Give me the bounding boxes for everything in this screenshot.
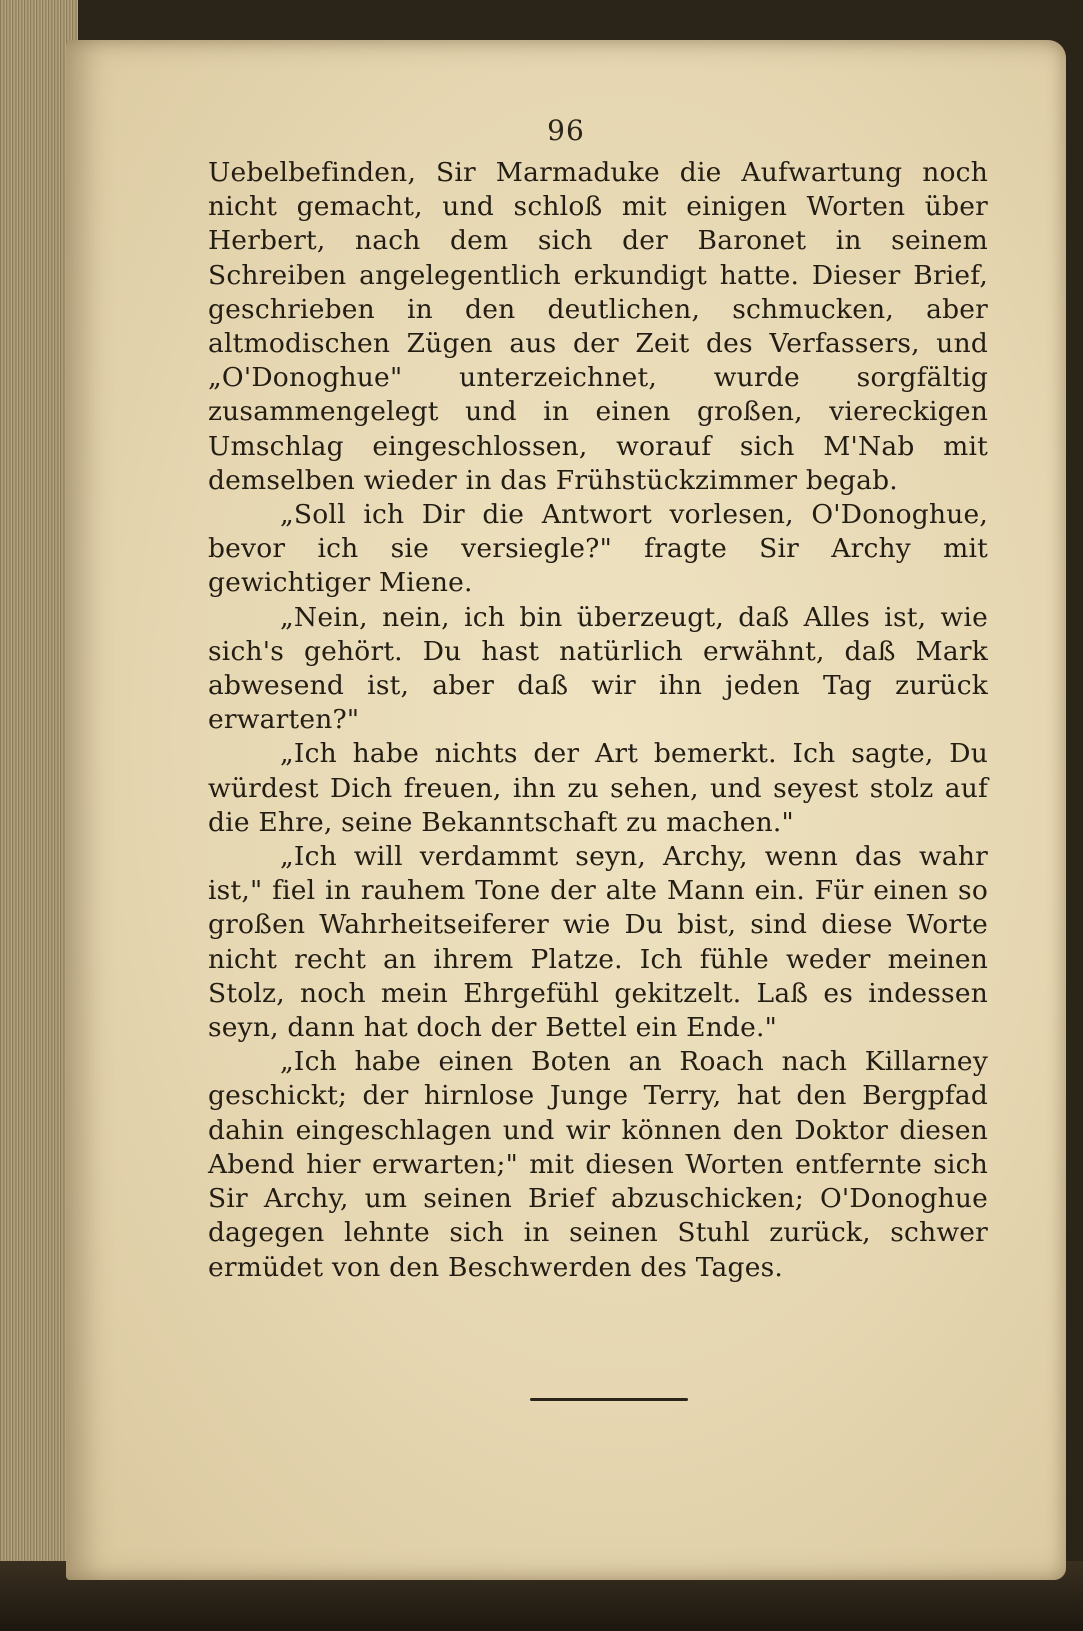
paragraph: „Ich habe nichts der Art bemerkt. Ich sagte, Du würdest Dich freuen, ihn zu sehen, und seyest stolz auf die Ehre, seine Bekanntschaft zu machen." xyxy=(208,738,988,838)
paragraph: „Nein, nein, ich bin überzeugt, daß Alles ist, wie sich's gehört. Du hast natürlich erwähnt, daß Mark abwesend ist, aber daß wir ihn jeden Tag zurück erwarten?" xyxy=(208,601,988,736)
paragraph: „Ich habe einen Boten an Roach nach Killarney geschickt; der hirnlose Junge Terry, hat den Bergpfad dahin eingeschlagen und wir können den Doktor diesen Abend hier erwarten;" mit diesen Worten entfernte sich Sir Archy, um seinen Brief abzuschicken; O'Donoghue dagegen lehnte sich in seinen Stuhl zurück, schwer ermüdet von den Beschwerden des Tages. xyxy=(208,1046,988,1283)
page-number: 96 xyxy=(547,114,585,147)
section-end-rule xyxy=(530,1398,688,1401)
paragraph: „Ich will verdammt seyn, Archy, wenn das wahr ist," fiel in rauhem Tone der alte Mann ein. Für einen so großen Wahrheitseiferer wie Du bist, sind diese Worte nicht recht an ihrem Platze. Ich fühle weder meinen Stolz, noch mein Ehrgefühl gekitzelt. Laß es indessen seyn, dann hat doch der Bettel ein Ende." xyxy=(208,841,988,1044)
book-page xyxy=(66,40,1066,1580)
paragraph: „Soll ich Dir die Antwort vorlesen, O'Donoghue, bevor ich sie versiegle?" fragte Sir Archy mit gewichtiger Miene. xyxy=(208,499,988,599)
paragraph: Uebelbefinden, Sir Marmaduke die Aufwartung noch nicht gemacht, und schloß mit einigen Worten über Herbert, nach dem sich der Baronet in seinem Schreiben angelegentlich erkundigt hatte. Dieser Brief, geschrieben in den deutlichen, schmucken, aber altmodischen Zügen aus der Zeit des Verfassers, und „O'Donoghue" unterzeichnet, wurde sorgfältig zusammengelegt und in einen großen, viereckigen Umschlag eingeschlossen, worauf sich M'Nab mit demselben wieder in das Frühstückzimmer begab. xyxy=(208,157,988,496)
body-text xyxy=(208,156,988,1285)
